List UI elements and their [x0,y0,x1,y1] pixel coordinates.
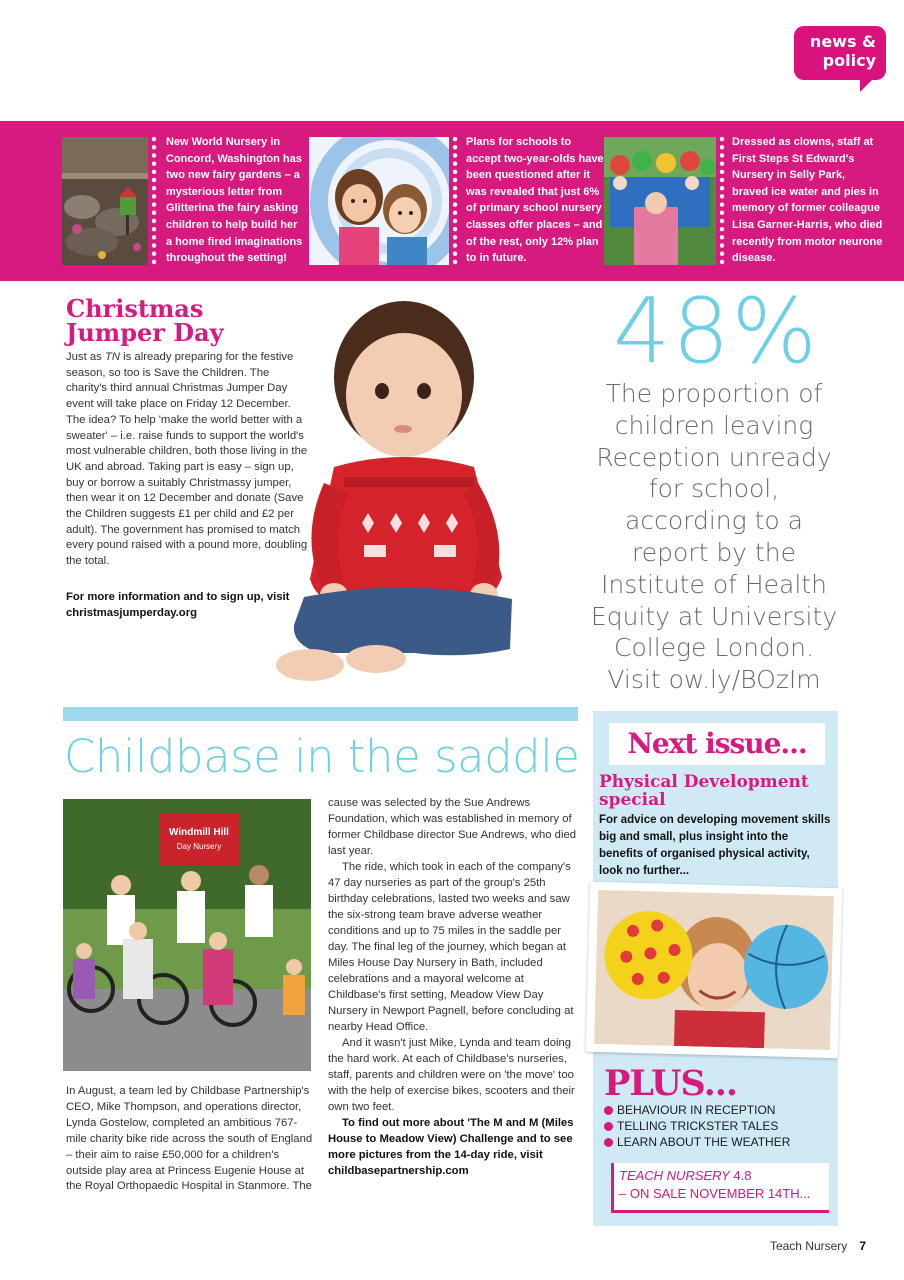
baby-jumper-photo [264,287,600,692]
christmas-jumper-title: Christmas Jumper Day [66,294,224,347]
body-text: Just as [66,351,105,363]
childbase-text-left: In August, a team led by Childbase Partnership's CEO, Mike Thompson, and operations director, Lynda Gostelow, completed an ambitious 767-mile charity bike ride across the south of England – their aim to raise £50,000 for a children's outside play area at Princess Eugenie House at the Royal Orthopaedic Hospital in Stanmore. The [66,1085,313,1193]
issue-title: TEACH NURSERY [619,1168,730,1183]
next-issue-heading: Next issue... [609,723,825,765]
dot-divider [452,135,458,267]
sign-line2: Day Nursery [176,842,222,851]
next-issue-description: For advice on developing movement skills big and small, plus insight into the benefits of organised physical activity, look no further... [599,814,831,877]
bullet-icon [604,1138,613,1147]
dot-divider [719,135,725,267]
plus-heading: PLUS... [604,1063,738,1104]
list-item [604,1134,836,1150]
list-item-label: BEHAVIOUR IN RECEPTION [617,1103,776,1117]
next-issue-subheading: Physical Development special [599,772,809,810]
childbase-cta: To find out more about 'The M and M (Miles House to Meadow View) Challenge and to see more pictures from the 14-day ride, visit childbasepartnership.com [328,1117,574,1177]
cycling-team-photo [63,799,311,1071]
childbase-para-2: The ride, which took in each of the company's 47 day nurseries as part of the group's 25th birthday celebrations, lasted two weeks and saw the six-strong team brave adverse weather conditions and up to 75 miles in the saddle per day. The final leg of the journey, which began at Miles House Day Nursery in Bath, included celebrations and a mayoral welcome at Childbase's first setting, Meadow View Day Nursery in Newport Pagnell, before concluding at nearby Head Office. [328,861,574,1033]
issue-line [619,1167,829,1185]
childbase-para-1: cause was selected by the Sue Andrews Foundation, which was established in memory of former Childbase director Sue Andrews, who died last year. [328,797,577,857]
children-tunnel-photo [309,137,449,265]
childbase-title: Childbase in the saddle [64,730,580,783]
childbase-para-3: And it wasn't just Mike, Lynda and team doing the hard work. At each of Childbase's nurseries, staff, parents and children were on 'the move' too with the help of exercise bikes, scooters and their own two feet. [328,1037,575,1113]
list-item [604,1118,836,1134]
list-item-label: LEARN ABOUT THE WEATHER [617,1135,791,1149]
section-tag-line2: policy [822,51,876,70]
news-item-3-text: Dressed as clowns, staff at First Steps St Edward's Nursery in Selly Park, braved ice water and pies in memory of former colleague Lisa Garner-Harris, who died recently from motor neurone disease. [732,136,883,265]
on-sale-date: – ON SALE NOVEMBER 14TH... [619,1186,811,1201]
list-item [604,1102,836,1118]
magazine-name: Teach Nursery [769,1239,848,1253]
on-sale-box [611,1163,829,1213]
news-band [0,121,904,281]
christmas-jumper-cta: For more information and to sign up, visit christmasjumperday.org [66,591,290,619]
news-item-1-text: New World Nursery in Concord, Washington has two new fairy gardens – a mysterious letter from Glitterina the fairy asking children to help build her a home fired imaginations throughout the setting! [166,136,303,265]
news-item-2-text: Plans for schools to accept two-year-olds have been questioned after it was revealed that just 6% of primary school nursery classes offer places – and of the rest, only 12% plan to in future. [466,136,604,265]
section-divider-bar [63,707,578,721]
body-text: is already preparing for the festive season, so too is Save the Children. The charity's third annual Christmas Jumper Day event will take place on Friday 12 December. The idea? To help 'make the world better with a sweater' – i.e. raise funds to support the world's most vulnerable children, both those living in the UK and abroad. Taking part is easy – sign up, buy or borrow a suitably Christmassy jumper, then wear it on 12 December and donate (Save the Children suggests £1 per child and £2 per adult). The government has promised to match every pound raised with a pound more, doubling the total. [66,351,308,568]
dot-divider [151,135,157,267]
bullet-icon [604,1122,613,1131]
page-footer [700,1238,866,1254]
fairy-garden-photo [62,137,148,265]
child-balls-photo [586,882,842,1059]
section-tag-line1: news & [809,32,876,51]
bullet-icon [604,1106,613,1115]
plus-list [604,1102,836,1150]
magazine-abbrev: TN [104,351,120,363]
clowns-photo [604,137,716,265]
stat-description: The proportion of children leaving Reception unready for school, according to a report by the Institute of Health Equity at University College London. Visit ow.ly/BOzIm [590,379,838,695]
issue-number: 4.8 [729,1168,752,1183]
sign-line1: Windmill Hill [169,827,229,838]
list-item-label: TELLING TRICKSTER TALES [617,1119,779,1133]
section-tag [794,26,886,80]
childbase-text-right [328,795,580,1179]
stat-value: 48% [612,279,820,384]
page-number: 7 [859,1239,866,1253]
